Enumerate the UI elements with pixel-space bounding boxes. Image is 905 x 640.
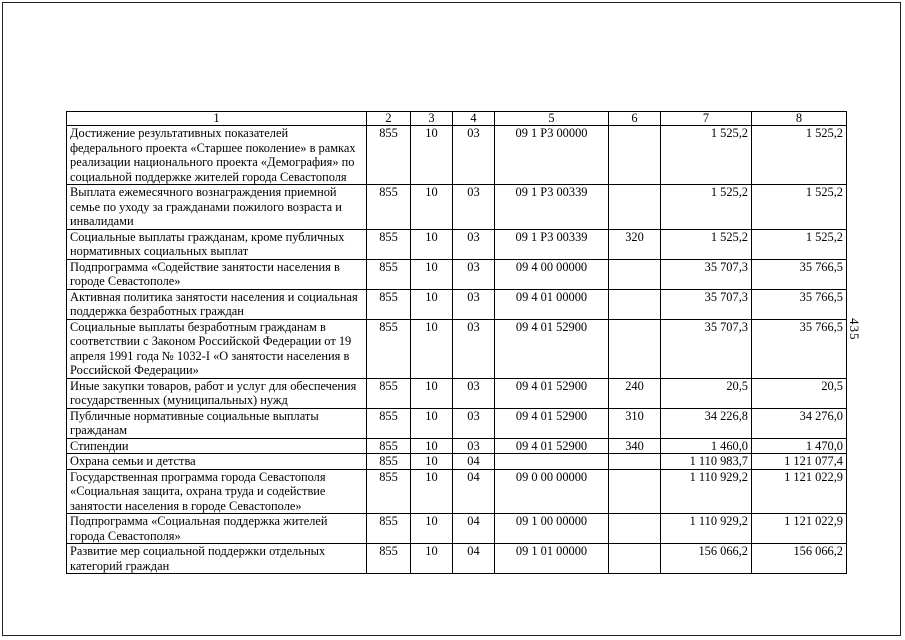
admin-code-cell: 855	[367, 544, 411, 574]
amount-2025-cell: 1 470,0	[752, 438, 847, 454]
item-name-cell: Подпрограмма «Содействие занятости населения в городе Севастополе»	[67, 259, 367, 289]
section-cell: 10	[411, 544, 453, 574]
subsection-cell: 03	[453, 319, 495, 378]
admin-code-cell: 855	[367, 438, 411, 454]
table-row	[67, 514, 847, 544]
admin-code-cell: 855	[367, 319, 411, 378]
item-name-cell: Иные закупки товаров, работ и услуг для обеспечения государственных (муниципальных) нужд	[67, 378, 367, 408]
amount-2025-cell: 20,5	[752, 378, 847, 408]
expense-type-cell	[609, 544, 661, 574]
admin-code-cell: 855	[367, 126, 411, 185]
amount-2024-cell: 1 110 929,2	[661, 514, 752, 544]
target-code-cell: 09 4 01 52900	[495, 378, 609, 408]
expense-type-cell	[609, 259, 661, 289]
section-cell: 10	[411, 259, 453, 289]
amount-2024-cell: 1 525,2	[661, 229, 752, 259]
amount-2024-cell: 156 066,2	[661, 544, 752, 574]
admin-code-cell: 855	[367, 408, 411, 438]
header-row	[67, 112, 847, 126]
item-name-cell: Стипендии	[67, 438, 367, 454]
subsection-cell: 03	[453, 185, 495, 230]
table-row	[67, 438, 847, 454]
section-cell: 10	[411, 408, 453, 438]
expense-type-cell	[609, 319, 661, 378]
amount-2025-cell: 35 766,5	[752, 289, 847, 319]
subsection-cell: 03	[453, 289, 495, 319]
target-code-cell: 09 4 01 52900	[495, 408, 609, 438]
amount-2024-cell: 35 707,3	[661, 289, 752, 319]
column-header: 7	[661, 112, 752, 126]
admin-code-cell: 855	[367, 469, 411, 514]
table-row	[67, 378, 847, 408]
item-name-cell: Выплата ежемесячного вознаграждения приемной семье по уходу за гражданами пожилого возраста и инвалидами	[67, 185, 367, 230]
amount-2024-cell: 20,5	[661, 378, 752, 408]
table-row	[67, 454, 847, 470]
admin-code-cell: 855	[367, 259, 411, 289]
target-code-cell: 09 4 01 00000	[495, 289, 609, 319]
amount-2024-cell: 1 525,2	[661, 126, 752, 185]
amount-2025-cell: 156 066,2	[752, 544, 847, 574]
amount-2024-cell: 1 525,2	[661, 185, 752, 230]
expense-type-cell	[609, 289, 661, 319]
expense-type-cell: 320	[609, 229, 661, 259]
table-row	[67, 408, 847, 438]
item-name-cell: Активная политика занятости населения и социальная поддержка безработных граждан	[67, 289, 367, 319]
table-row	[67, 126, 847, 185]
column-header: 6	[609, 112, 661, 126]
column-header: 5	[495, 112, 609, 126]
target-code-cell: 09 1 01 00000	[495, 544, 609, 574]
column-header: 8	[752, 112, 847, 126]
item-name-cell: Охрана семьи и детства	[67, 454, 367, 470]
item-name-cell: Достижение результативных показателей федерального проекта «Старшее поколение» в рамках реализации национального проекта «Демография» по социальной поддержке жителей города Севастополя	[67, 126, 367, 185]
subsection-cell: 03	[453, 408, 495, 438]
page-number: 435	[847, 318, 862, 341]
column-header: 4	[453, 112, 495, 126]
table-row	[67, 185, 847, 230]
column-header: 2	[367, 112, 411, 126]
admin-code-cell: 855	[367, 454, 411, 470]
table-row	[67, 289, 847, 319]
section-cell: 10	[411, 185, 453, 230]
amount-2024-cell: 34 226,8	[661, 408, 752, 438]
subsection-cell: 04	[453, 469, 495, 514]
table-row	[67, 319, 847, 378]
item-name-cell: Социальные выплаты гражданам, кроме публичных нормативных социальных выплат	[67, 229, 367, 259]
amount-2025-cell: 1 525,2	[752, 126, 847, 185]
table-row	[67, 229, 847, 259]
section-cell: 10	[411, 454, 453, 470]
section-cell: 10	[411, 229, 453, 259]
section-cell: 10	[411, 514, 453, 544]
amount-2025-cell: 34 276,0	[752, 408, 847, 438]
expense-type-cell: 310	[609, 408, 661, 438]
amount-2024-cell: 1 110 983,7	[661, 454, 752, 470]
admin-code-cell: 855	[367, 289, 411, 319]
amount-2024-cell: 1 110 929,2	[661, 469, 752, 514]
expense-type-cell	[609, 454, 661, 470]
target-code-cell: 09 1 P3 00000	[495, 126, 609, 185]
subsection-cell: 03	[453, 229, 495, 259]
item-name-cell: Социальные выплаты безработным гражданам в соответствии с Законом Российской Федерации от 19 апреля 1991 года № 1032-I «О занятости населения в Российской Федерации»	[67, 319, 367, 378]
target-code-cell: 09 4 01 52900	[495, 319, 609, 378]
table-row	[67, 469, 847, 514]
admin-code-cell: 855	[367, 378, 411, 408]
table-row	[67, 544, 847, 574]
expense-type-cell	[609, 126, 661, 185]
target-code-cell: 09 1 00 00000	[495, 514, 609, 544]
target-code-cell: 09 4 00 00000	[495, 259, 609, 289]
amount-2025-cell: 1 525,2	[752, 229, 847, 259]
item-name-cell: Подпрограмма «Социальная поддержка жителей города Севастополя»	[67, 514, 367, 544]
column-header: 3	[411, 112, 453, 126]
admin-code-cell: 855	[367, 229, 411, 259]
amount-2025-cell: 35 766,5	[752, 319, 847, 378]
amount-2025-cell: 1 525,2	[752, 185, 847, 230]
amount-2024-cell: 35 707,3	[661, 259, 752, 289]
section-cell: 10	[411, 289, 453, 319]
table-row	[67, 259, 847, 289]
section-cell: 10	[411, 378, 453, 408]
expense-type-cell	[609, 514, 661, 544]
amount-2025-cell: 1 121 022,9	[752, 469, 847, 514]
admin-code-cell: 855	[367, 185, 411, 230]
amount-2025-cell: 1 121 022,9	[752, 514, 847, 544]
amount-2024-cell: 1 460,0	[661, 438, 752, 454]
expense-type-cell: 340	[609, 438, 661, 454]
subsection-cell: 03	[453, 126, 495, 185]
item-name-cell: Государственная программа города Севастополя «Социальная защита, охрана труда и содействие занятости населения в городе Севастополе»	[67, 469, 367, 514]
subsection-cell: 04	[453, 454, 495, 470]
amount-2025-cell: 1 121 077,4	[752, 454, 847, 470]
target-code-cell: 09 4 01 52900	[495, 438, 609, 454]
target-code-cell: 09 0 00 00000	[495, 469, 609, 514]
section-cell: 10	[411, 469, 453, 514]
subsection-cell: 04	[453, 544, 495, 574]
target-code-cell: 09 1 P3 00339	[495, 185, 609, 230]
section-cell: 10	[411, 319, 453, 378]
subsection-cell: 03	[453, 259, 495, 289]
item-name-cell: Публичные нормативные социальные выплаты гражданам	[67, 408, 367, 438]
target-code-cell: 09 1 P3 00339	[495, 229, 609, 259]
expense-type-cell: 240	[609, 378, 661, 408]
subsection-cell: 04	[453, 514, 495, 544]
subsection-cell: 03	[453, 438, 495, 454]
item-name-cell: Развитие мер социальной поддержки отдельных категорий граждан	[67, 544, 367, 574]
expense-type-cell	[609, 469, 661, 514]
subsection-cell: 03	[453, 378, 495, 408]
budget-table	[66, 111, 847, 574]
expense-type-cell	[609, 185, 661, 230]
target-code-cell	[495, 454, 609, 470]
section-cell: 10	[411, 126, 453, 185]
amount-2024-cell: 35 707,3	[661, 319, 752, 378]
column-header: 1	[67, 112, 367, 126]
admin-code-cell: 855	[367, 514, 411, 544]
section-cell: 10	[411, 438, 453, 454]
amount-2025-cell: 35 766,5	[752, 259, 847, 289]
